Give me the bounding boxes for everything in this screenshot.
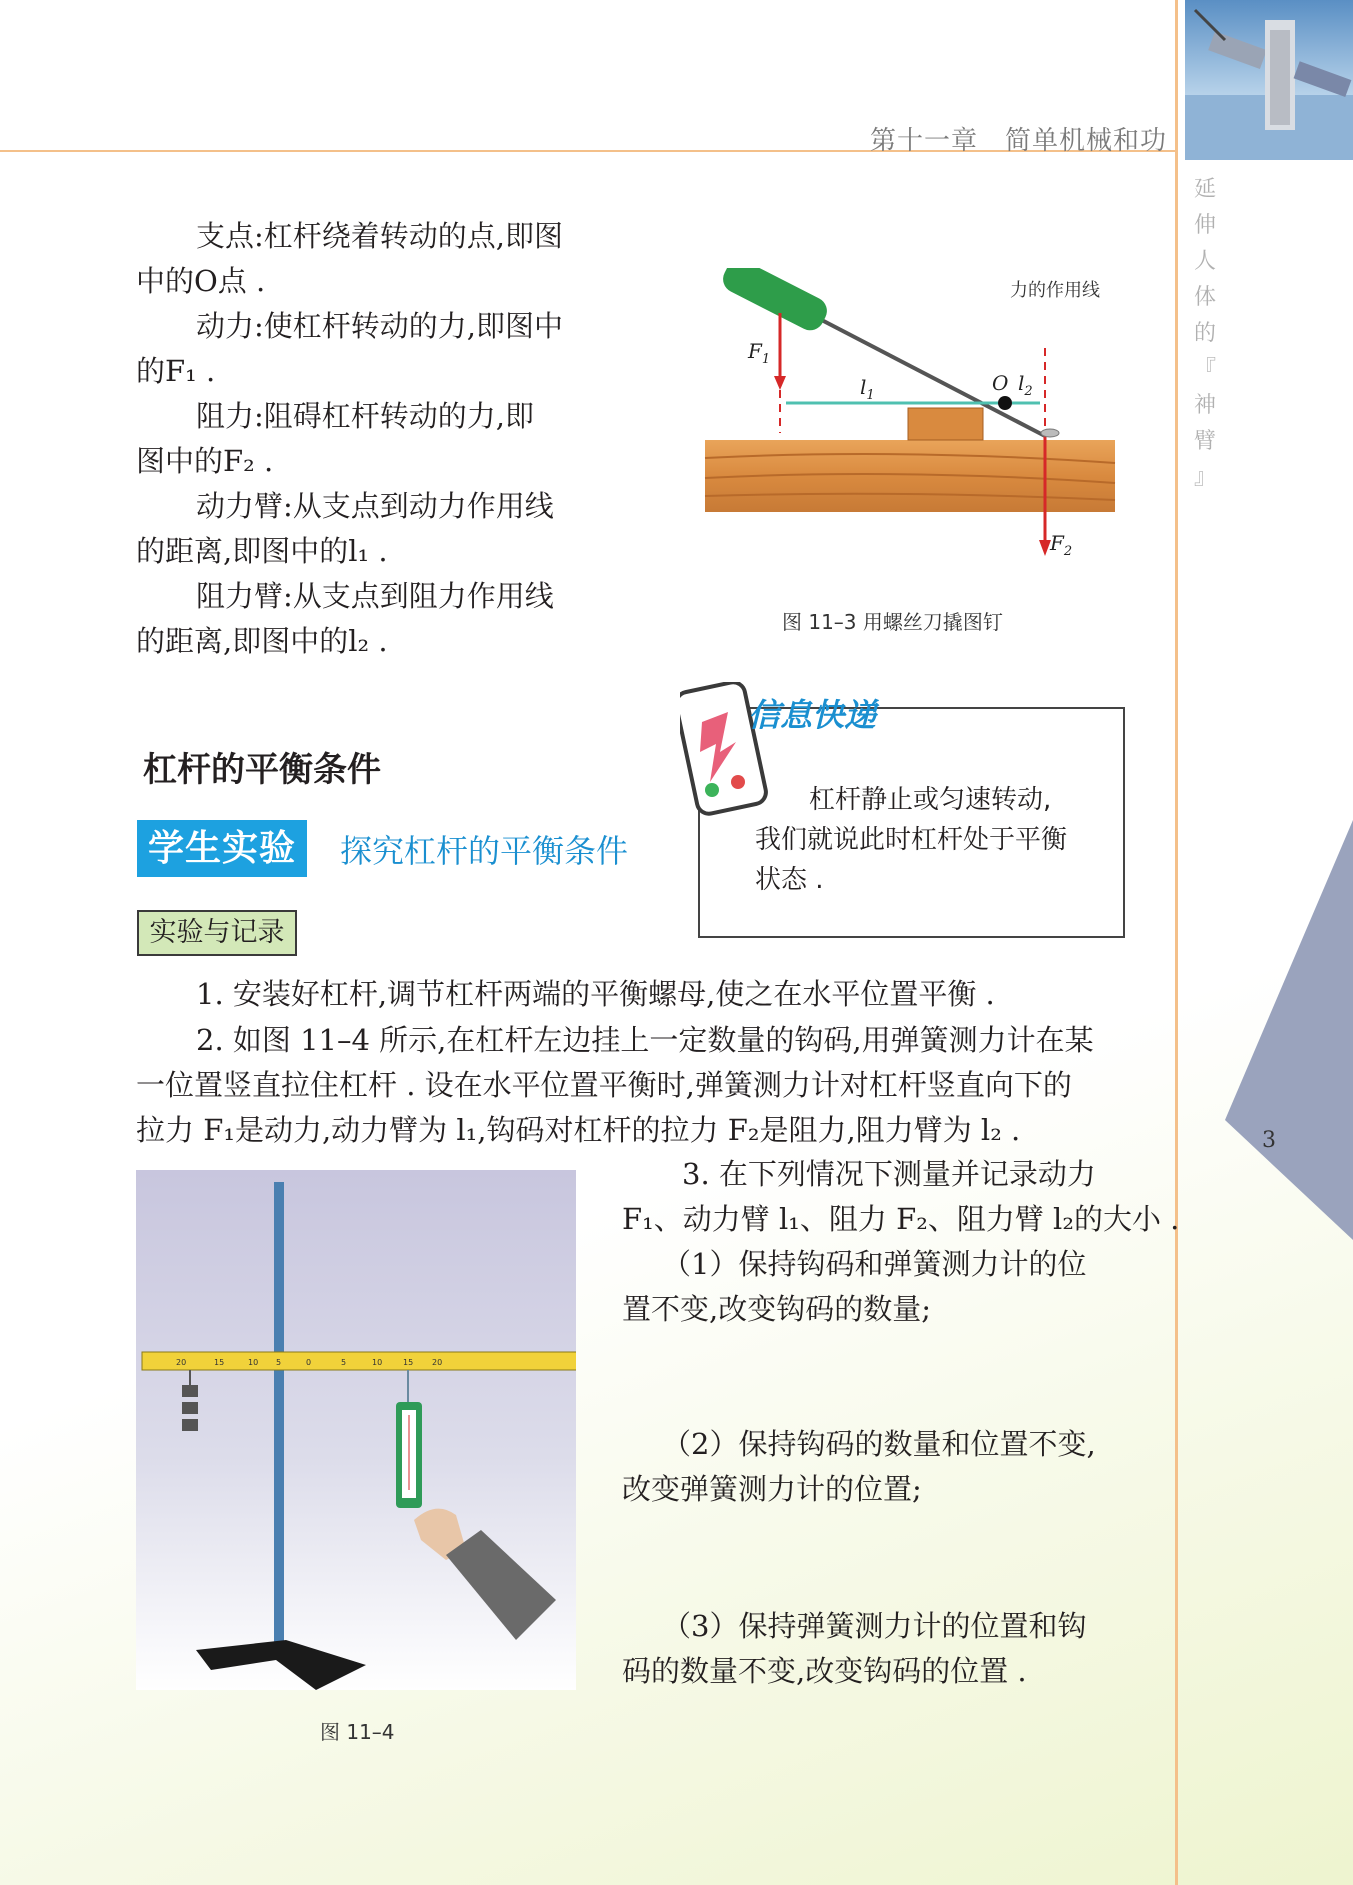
step-3 bbox=[622, 1152, 1179, 1242]
side-title-char: 神 bbox=[1193, 393, 1216, 418]
definition-resistance bbox=[136, 394, 616, 484]
figure-11-3-screwdriver-diagram bbox=[700, 268, 1130, 568]
label-O: O bbox=[992, 371, 1009, 395]
header-divider-vertical bbox=[1175, 0, 1178, 1885]
svg-text:l1 bbox=[860, 375, 875, 403]
ruler-tick: 5 bbox=[276, 1358, 282, 1367]
step-2-line: 拉力 F₁是动力,动力臂为 l₁,钩码对杠杆的拉力 F₂是阻力,阻力臂为 l₂ . bbox=[136, 1113, 1021, 1147]
definition-line: 动力臂:从支点到动力作用线 bbox=[196, 489, 554, 523]
definition-line: 图中的F₂ . bbox=[136, 444, 274, 478]
case-2-line: 改变弹簧测力计的位置; bbox=[622, 1472, 922, 1506]
side-title-char: 体 bbox=[1193, 285, 1216, 310]
svg-text:l2 bbox=[1018, 371, 1033, 399]
info-line: 状态 . bbox=[755, 865, 824, 895]
svg-text:F2 bbox=[1049, 531, 1072, 559]
chapter-thumbnail-image bbox=[1185, 0, 1353, 160]
ruler-tick: 20 bbox=[432, 1358, 443, 1367]
sleeve bbox=[446, 1530, 556, 1640]
label-l2-sub: 2 bbox=[1024, 384, 1033, 399]
ruler-tick: 10 bbox=[248, 1358, 259, 1367]
definition-line: 支点:杠杆绕着转动的点,即图 bbox=[196, 219, 563, 253]
info-line: 杠杆静止或匀速转动, bbox=[809, 785, 1052, 815]
side-title-char: 『 bbox=[1193, 357, 1216, 382]
ruler-tick: 15 bbox=[403, 1358, 414, 1367]
definition-resistance-arm bbox=[136, 574, 616, 664]
label-l1: l bbox=[860, 375, 867, 399]
label-l2: l bbox=[1018, 371, 1025, 395]
definition-line: 的距离,即图中的l₁ . bbox=[136, 534, 388, 568]
info-box-text bbox=[755, 780, 1095, 900]
screwdriver-handle bbox=[718, 268, 831, 335]
step-3-line: 3. 在下列情况下测量并记录动力 bbox=[682, 1157, 1096, 1191]
svg-text:F1 bbox=[747, 339, 770, 367]
ruler-tick: 15 bbox=[214, 1358, 225, 1367]
case-1-line: 置不变,改变钩码的数量; bbox=[622, 1292, 931, 1326]
side-title-char: 人 bbox=[1193, 249, 1216, 274]
definition-line: 动力:使杠杆转动的力,即图中 bbox=[196, 309, 563, 343]
case-3-line: 码的数量不变,改变钩码的位置 . bbox=[622, 1654, 1027, 1688]
fulcrum-point bbox=[998, 396, 1012, 410]
case-2-line: （2）保持钩码的数量和位置不变, bbox=[662, 1427, 1096, 1461]
definition-line: 阻力:阻碍杠杆转动的力,即 bbox=[196, 399, 534, 433]
info-line: 我们就说此时杠杆处于平衡 bbox=[755, 825, 1068, 855]
case-1 bbox=[622, 1242, 1086, 1332]
lever-ruler bbox=[142, 1352, 576, 1370]
side-title-char: 的 bbox=[1193, 321, 1216, 346]
case-1-line: （1）保持钩码和弹簧测力计的位 bbox=[662, 1247, 1087, 1281]
stand-rod bbox=[274, 1182, 284, 1652]
side-title-char: 延 bbox=[1193, 177, 1216, 202]
wood-block bbox=[908, 408, 983, 440]
hook-weights bbox=[182, 1370, 198, 1431]
figure-11-4-photo bbox=[136, 1170, 576, 1690]
step-2 bbox=[136, 1018, 1094, 1153]
stand-base bbox=[196, 1640, 366, 1690]
page-number: 3 bbox=[1262, 1128, 1276, 1153]
section-title: 杠杆的平衡条件 bbox=[143, 750, 381, 790]
side-section-title bbox=[1190, 172, 1220, 496]
definition-line: 阻力臂:从支点到阻力作用线 bbox=[196, 579, 554, 613]
case-2 bbox=[622, 1422, 1096, 1512]
step-1: 1. 安装好杠杆,调节杠杆两端的平衡螺母,使之在水平位置平衡 . bbox=[196, 977, 995, 1011]
ruler-tick: 10 bbox=[372, 1358, 383, 1367]
ruler-tick: 20 bbox=[176, 1358, 187, 1367]
spring-scale bbox=[396, 1370, 422, 1508]
step-2-line: 2. 如图 11–4 所示,在杠杆左边挂上一定数量的钩码,用弹簧测力计在某 bbox=[196, 1023, 1094, 1057]
label-F1: F bbox=[748, 339, 762, 363]
figure-11-4-caption: 图 11–4 bbox=[320, 1720, 395, 1744]
student-experiment-badge: 学生实验 bbox=[137, 820, 307, 877]
definition-line: 的F₁ . bbox=[136, 354, 216, 388]
chapter-title: 第十一章 简单机械和功 bbox=[870, 126, 1168, 156]
experiment-title: 探究杠杆的平衡条件 bbox=[340, 832, 629, 870]
record-label: 实验与记录 bbox=[137, 910, 297, 956]
definition-line: 的距离,即图中的l₂ . bbox=[136, 624, 388, 658]
line-of-action-label: 力的作用线 bbox=[1010, 280, 1100, 301]
ruler-tick: 5 bbox=[341, 1358, 347, 1367]
definition-effort-arm bbox=[136, 484, 616, 574]
side-title-char: 臂 bbox=[1193, 429, 1216, 454]
side-title-char: 伸 bbox=[1193, 213, 1216, 238]
definition-fulcrum bbox=[136, 214, 616, 304]
label-F1-sub: 1 bbox=[761, 352, 771, 367]
decorative-triangle bbox=[1225, 820, 1353, 1240]
label-F2-sub: 2 bbox=[1063, 544, 1073, 559]
ruler-tick: 0 bbox=[306, 1358, 312, 1367]
case-3 bbox=[622, 1604, 1086, 1694]
definition-effort bbox=[136, 304, 616, 394]
step-3-line: F₁、动力臂 l₁、阻力 F₂、阻力臂 l₂的大小 . bbox=[622, 1202, 1180, 1236]
label-l1-sub: 1 bbox=[866, 388, 875, 403]
case-3-line: （3）保持弹簧测力计的位置和钩 bbox=[662, 1609, 1087, 1643]
label-F2: F bbox=[1050, 531, 1064, 555]
info-box-header: 信息快递 bbox=[748, 696, 877, 734]
figure-11-3-caption: 图 11–3 用螺丝刀撬图钉 bbox=[782, 610, 1003, 634]
step-2-line: 一位置竖直拉住杠杆 . 设在水平位置平衡时,弹簧测力计对杠杆竖直向下的 bbox=[136, 1068, 1072, 1102]
side-title-char: 』 bbox=[1193, 465, 1216, 490]
definition-line: 中的O点 . bbox=[136, 264, 266, 298]
